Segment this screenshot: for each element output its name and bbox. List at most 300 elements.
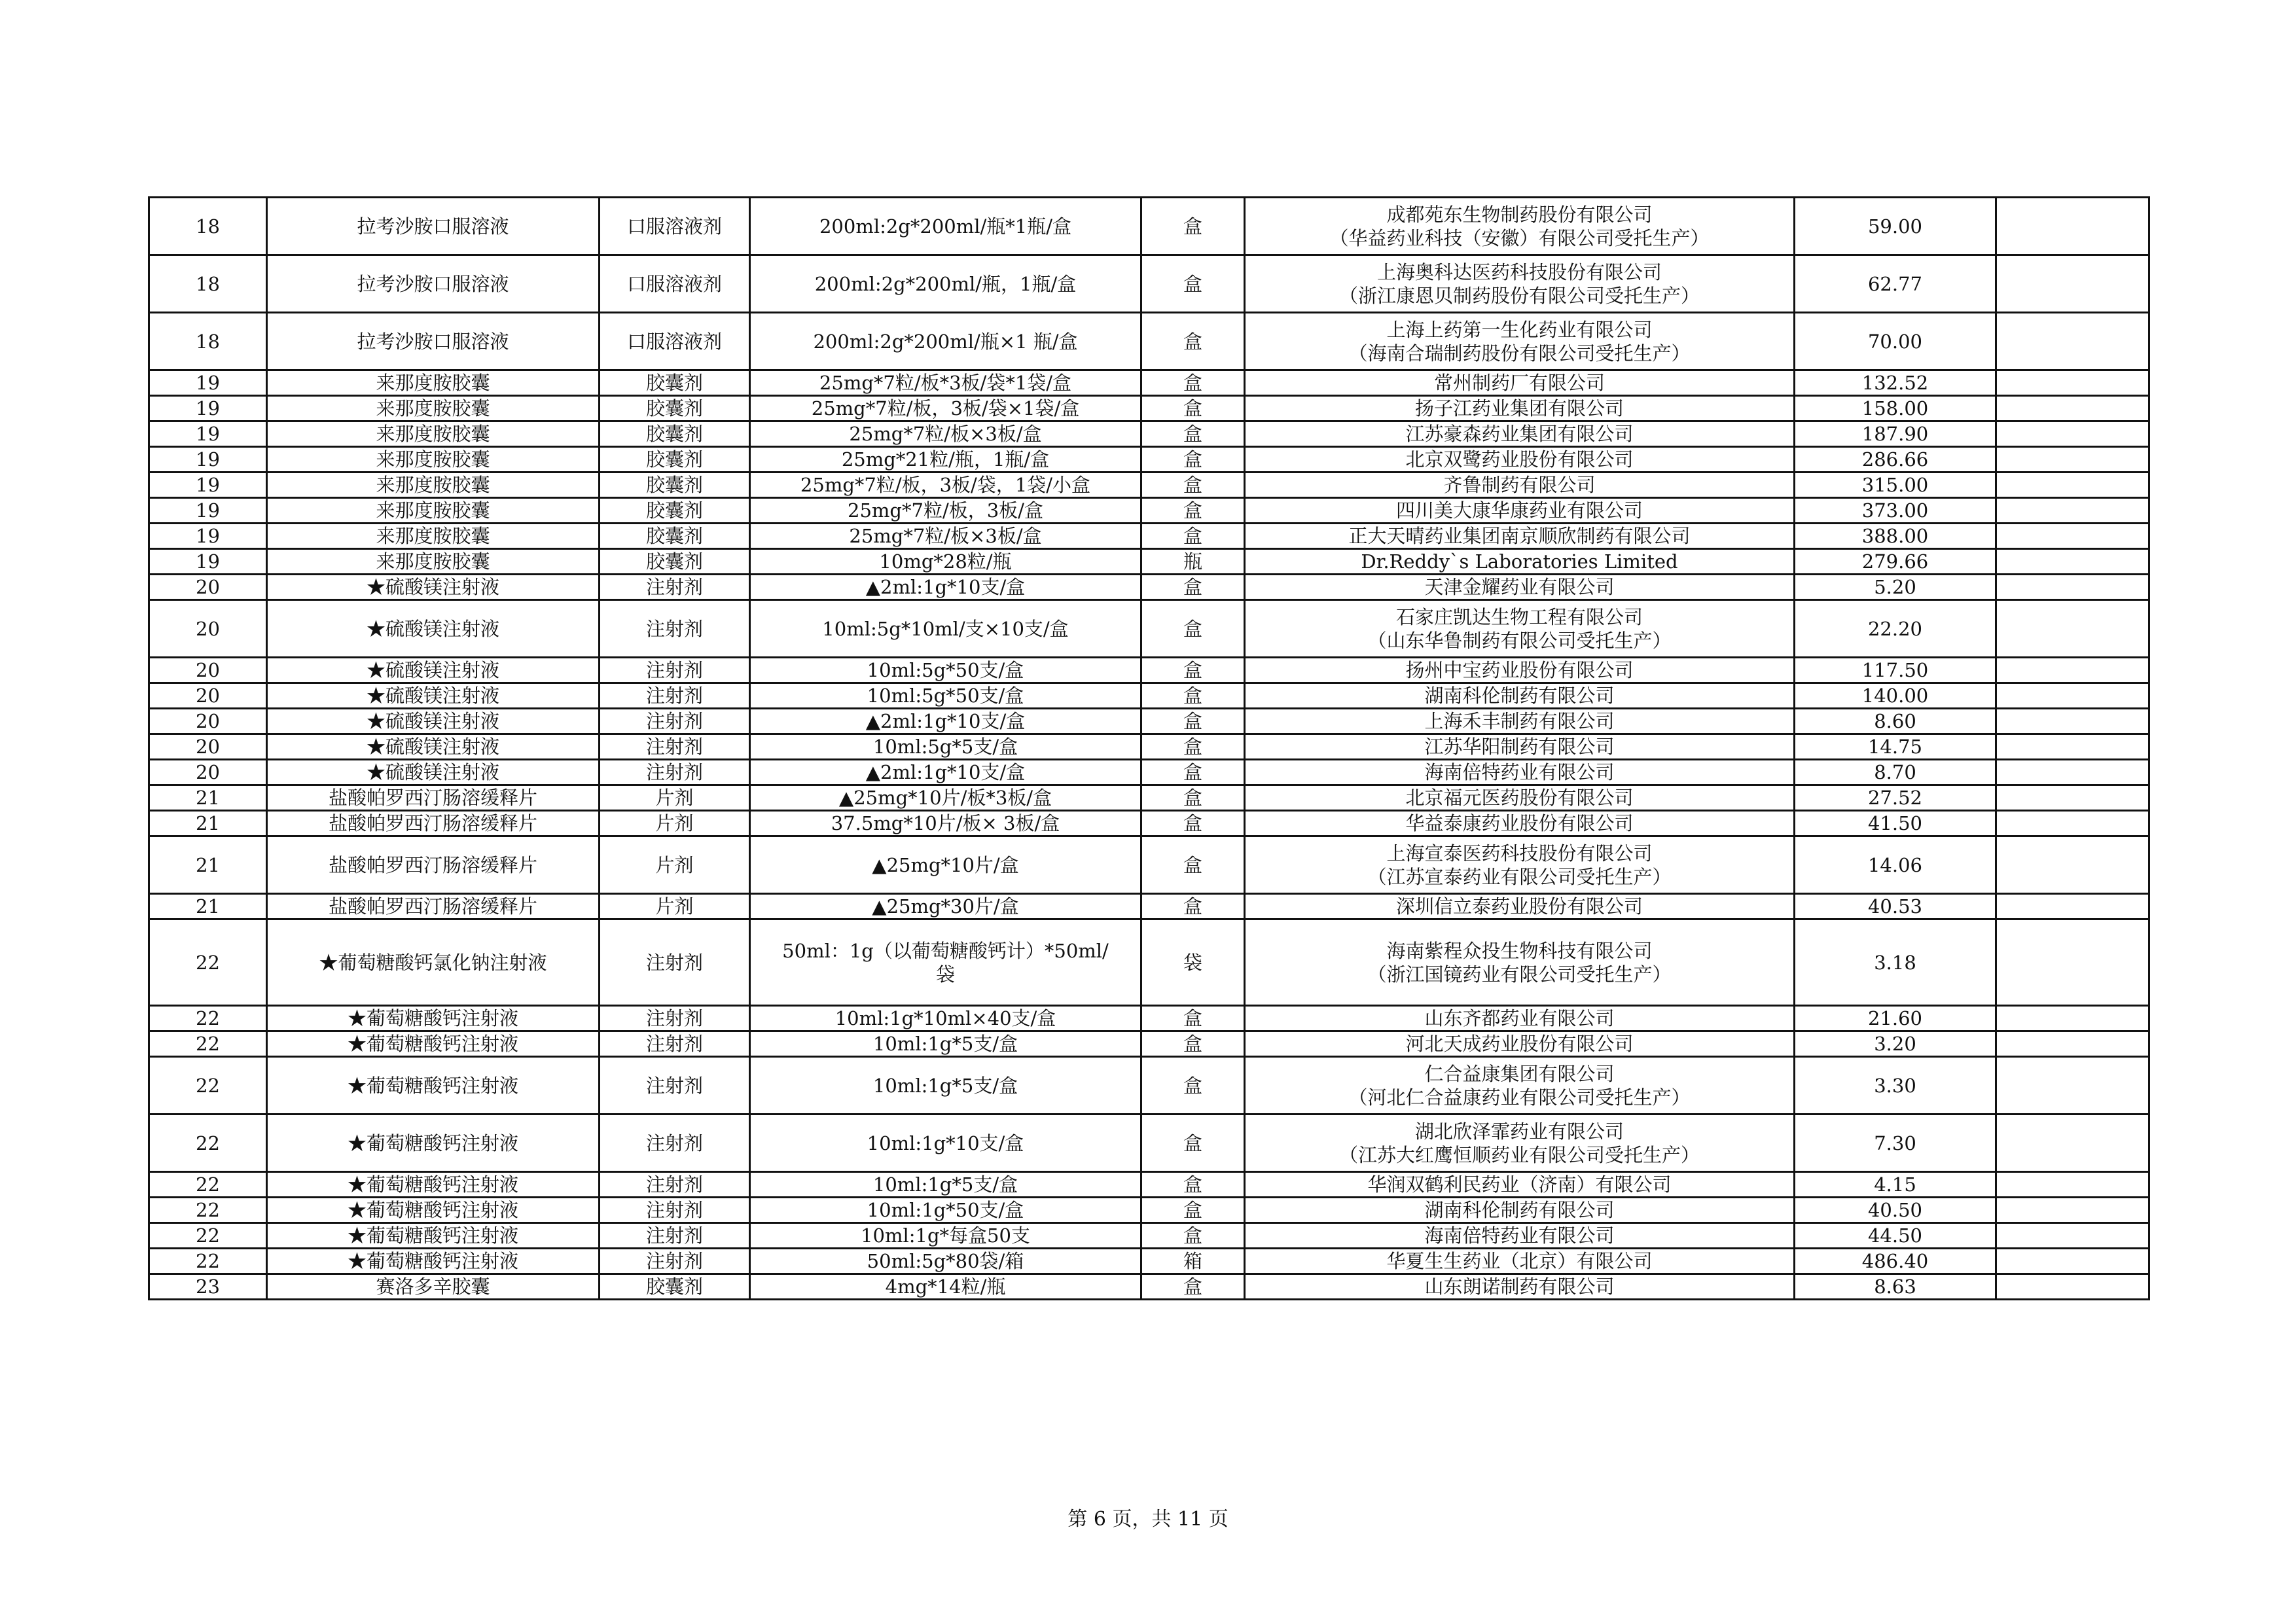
drug-name-cell (267, 313, 600, 370)
price: 117.50 (1861, 659, 1929, 681)
manufacturer-cell (1245, 709, 1795, 734)
specification: 10ml:5g*50支/盒 (867, 685, 1024, 707)
package-unit-cell (1141, 313, 1245, 370)
manufacturer: 四川美大康华康药业有限公司 (1395, 499, 1643, 522)
price-cell (1795, 785, 1996, 811)
dosage-form-cell (600, 658, 750, 683)
package-unit-cell (1141, 785, 1245, 811)
manufacturer: 北京双鹭药业股份有限公司 (1405, 448, 1634, 471)
drug-name: ★葡萄糖酸钙注射液 (347, 1074, 518, 1097)
package-unit: 盒 (1183, 1224, 1202, 1247)
table-row (149, 600, 2149, 658)
row-number-cell (149, 575, 267, 600)
package-unit-cell (1141, 255, 1245, 313)
drug-name-cell (267, 1115, 600, 1172)
package-unit-cell (1141, 1006, 1245, 1031)
package-unit: 盒 (1183, 1275, 1202, 1298)
remark-cell (1996, 1198, 2149, 1223)
specification: 10ml:1g*10支/盒 (867, 1132, 1024, 1154)
row-number-cell (149, 683, 267, 709)
table-row (149, 919, 2149, 1006)
manufacturer-cell (1245, 421, 1795, 447)
row-number-cell (149, 1198, 267, 1223)
package-unit-cell (1141, 1198, 1245, 1223)
drug-name-cell (267, 658, 600, 683)
drug-name: 来那度胺胶囊 (376, 423, 490, 445)
row-number-cell (149, 785, 267, 811)
manufacturer: 齐鲁制药有限公司 (1443, 474, 1596, 496)
specification-cell (750, 734, 1141, 760)
package-unit: 盒 (1183, 710, 1202, 732)
manufacturer-cell (1245, 894, 1795, 919)
package-unit-cell (1141, 575, 1245, 600)
package-unit: 箱 (1183, 1250, 1202, 1272)
drug-name-cell (267, 396, 600, 421)
specification: 200ml:2g*200ml/瓶×1 瓶/盒 (813, 330, 1078, 353)
manufacturer-cell (1245, 658, 1795, 683)
manufacturer: 上海奥科达医药科技股份有限公司 (1376, 260, 1662, 283)
package-unit-cell (1141, 1031, 1245, 1057)
manufacturer-cell (1245, 575, 1795, 600)
remark-cell (1996, 473, 2149, 498)
dosage-form: 注射剂 (645, 685, 703, 707)
dosage-form: 胶囊剂 (645, 397, 703, 419)
table-row (149, 1172, 2149, 1198)
dosage-form-cell (600, 683, 750, 709)
package-unit-cell (1141, 421, 1245, 447)
manufacturer: 常州制药厂有限公司 (1433, 372, 1605, 394)
manufacturer-cell (1245, 811, 1795, 836)
package-unit: 盒 (1183, 1007, 1202, 1029)
row-number: 21 (196, 812, 220, 834)
specification: 200ml:2g*200ml/瓶*1瓶/盒 (819, 215, 1072, 238)
row-number: 22 (196, 1224, 220, 1247)
specification: 10ml:1g*5支/盒 (872, 1074, 1018, 1097)
price: 132.52 (1861, 372, 1929, 394)
dosage-form: 胶囊剂 (645, 372, 703, 394)
table-row (149, 255, 2149, 313)
package-unit: 盒 (1183, 215, 1202, 238)
specification: ▲25mg*30片/盒 (872, 895, 1019, 918)
table-row (149, 1006, 2149, 1031)
price-cell (1795, 1249, 1996, 1274)
price-cell (1795, 836, 1996, 894)
price-cell (1795, 198, 1996, 255)
price-cell (1795, 811, 1996, 836)
dosage-form: 注射剂 (645, 736, 703, 758)
table-row (149, 498, 2149, 524)
manufacturer: 河北天成药业股份有限公司 (1405, 1033, 1634, 1055)
specification-cell (750, 1198, 1141, 1223)
row-number-cell (149, 1223, 267, 1249)
price: 59.00 (1867, 215, 1923, 238)
table-row (149, 1223, 2149, 1249)
specification: 10ml:1g*每盒50支 (861, 1224, 1030, 1247)
specification: 10ml:1g*10ml×40支/盒 (834, 1007, 1056, 1029)
row-number-cell (149, 919, 267, 1006)
remark-cell (1996, 575, 2149, 600)
row-number: 19 (196, 448, 220, 471)
dosage-form: 胶囊剂 (645, 474, 703, 496)
row-number-cell (149, 1249, 267, 1274)
specification: ▲2ml:1g*10支/盒 (865, 761, 1026, 783)
specification-cell (750, 709, 1141, 734)
row-number-cell (149, 1274, 267, 1300)
manufacturer-cell (1245, 524, 1795, 549)
row-number-cell (149, 836, 267, 894)
package-unit-cell (1141, 683, 1245, 709)
dosage-form: 注射剂 (645, 1173, 703, 1196)
row-number: 22 (196, 1132, 220, 1154)
specification-cell (750, 421, 1141, 447)
specification: 4mg*14粒/瓶 (885, 1275, 1006, 1298)
specification: 25mg*7粒/板，3板/袋×1袋/盒 (811, 397, 1080, 419)
price-cell (1795, 1057, 1996, 1115)
package-unit: 盒 (1183, 1199, 1202, 1221)
dosage-form: 注射剂 (645, 710, 703, 732)
specification-cell (750, 1223, 1141, 1249)
remark-cell (1996, 549, 2149, 575)
price-cell (1795, 549, 1996, 575)
dosage-form: 注射剂 (645, 617, 703, 640)
specification-cell (750, 198, 1141, 255)
dosage-form-cell (600, 524, 750, 549)
specification: 10ml:1g*5支/盒 (872, 1173, 1018, 1196)
specification-line2: 袋 (935, 963, 955, 986)
package-unit: 盒 (1183, 499, 1202, 522)
specification-cell (750, 600, 1141, 658)
price-cell (1795, 1223, 1996, 1249)
package-unit-cell (1141, 198, 1245, 255)
dosage-form-cell (600, 1223, 750, 1249)
package-unit-cell (1141, 811, 1245, 836)
specification-cell (750, 370, 1141, 396)
dosage-form: 注射剂 (645, 1074, 703, 1097)
specification-cell (750, 524, 1141, 549)
manufacturer: 湖北欣泽霏药业有限公司 (1414, 1120, 1624, 1143)
package-unit: 盒 (1183, 576, 1202, 598)
manufacturer: 华润双鹤利民药业（济南）有限公司 (1367, 1173, 1672, 1196)
manufacturer-line2: （山东华鲁制药有限公司受托生产） (1367, 629, 1672, 652)
price-cell (1795, 313, 1996, 370)
drug-name: ★葡萄糖酸钙注射液 (347, 1224, 518, 1247)
price: 140.00 (1861, 685, 1929, 707)
remark-cell (1996, 919, 2149, 1006)
package-unit: 盒 (1183, 474, 1202, 496)
package-unit: 盒 (1183, 617, 1202, 640)
dosage-form-cell (600, 447, 750, 473)
dosage-form-cell (600, 785, 750, 811)
drug-price-table (148, 196, 2150, 1300)
package-unit-cell (1141, 1249, 1245, 1274)
specification: 10ml:1g*5支/盒 (872, 1033, 1018, 1055)
table-row (149, 421, 2149, 447)
package-unit-cell (1141, 549, 1245, 575)
manufacturer-line2: （浙江康恩贝制药股份有限公司受托生产） (1338, 284, 1700, 307)
row-number: 20 (196, 576, 220, 598)
remark-cell (1996, 760, 2149, 785)
package-unit-cell (1141, 1057, 1245, 1115)
row-number-cell (149, 1006, 267, 1031)
drug-name: ★葡萄糖酸钙注射液 (347, 1250, 518, 1272)
specification: 200ml:2g*200ml/瓶，1瓶/盒 (814, 272, 1077, 295)
price: 27.52 (1867, 787, 1923, 809)
row-number-cell (149, 255, 267, 313)
specification: 25mg*7粒/板，3板/盒 (848, 499, 1043, 522)
drug-name-cell (267, 370, 600, 396)
dosage-form: 注射剂 (645, 1224, 703, 1247)
table-row (149, 760, 2149, 785)
specification: 10mg*28粒/瓶 (879, 550, 1012, 573)
table-row (149, 575, 2149, 600)
manufacturer-cell (1245, 1274, 1795, 1300)
remark-cell (1996, 370, 2149, 396)
dosage-form-cell (600, 473, 750, 498)
manufacturer-cell (1245, 1172, 1795, 1198)
row-number: 22 (196, 1007, 220, 1029)
package-unit: 盒 (1183, 525, 1202, 547)
manufacturer-cell (1245, 473, 1795, 498)
manufacturer: 山东朗诺制药有限公司 (1424, 1275, 1615, 1298)
price-cell (1795, 370, 1996, 396)
specification-cell (750, 836, 1141, 894)
manufacturer: 石家庄凯达生物工程有限公司 (1395, 605, 1643, 628)
price: 187.90 (1861, 423, 1929, 445)
manufacturer-cell (1245, 1249, 1795, 1274)
manufacturer-line2: （江苏宣泰药业有限公司受托生产） (1367, 865, 1672, 888)
row-number: 20 (196, 659, 220, 681)
price: 4.15 (1874, 1173, 1916, 1196)
price: 8.60 (1874, 710, 1916, 732)
specification: 37.5mg*10片/板× 3板/盒 (831, 812, 1060, 834)
remark-cell (1996, 1249, 2149, 1274)
dosage-form-cell (600, 1172, 750, 1198)
drug-name: 来那度胺胶囊 (376, 397, 490, 419)
table-row (149, 785, 2149, 811)
row-number: 20 (196, 736, 220, 758)
package-unit: 盒 (1183, 787, 1202, 809)
price: 286.66 (1861, 448, 1929, 471)
manufacturer: 海南紫程众投生物科技有限公司 (1386, 939, 1653, 962)
price-cell (1795, 894, 1996, 919)
package-unit-cell (1141, 370, 1245, 396)
dosage-form-cell (600, 255, 750, 313)
specification-cell (750, 549, 1141, 575)
dosage-form-cell (600, 313, 750, 370)
dosage-form: 胶囊剂 (645, 1275, 703, 1298)
dosage-form-cell (600, 549, 750, 575)
drug-name: 盐酸帕罗西汀肠溶缓释片 (328, 853, 537, 876)
table-row (149, 524, 2149, 549)
manufacturer: 北京福元医药股份有限公司 (1405, 787, 1634, 809)
row-number: 19 (196, 499, 220, 522)
remark-cell (1996, 198, 2149, 255)
specification: 25mg*7粒/板，3板/袋，1袋/小盒 (800, 474, 1091, 496)
table-row (149, 658, 2149, 683)
remark-cell (1996, 421, 2149, 447)
package-unit: 盒 (1183, 330, 1202, 353)
price: 62.77 (1867, 272, 1923, 295)
package-unit: 盒 (1183, 372, 1202, 394)
drug-name-cell (267, 1031, 600, 1057)
drug-name: 来那度胺胶囊 (376, 525, 490, 547)
specification-cell (750, 473, 1141, 498)
price: 486.40 (1861, 1250, 1929, 1272)
drug-name: 盐酸帕罗西汀肠溶缓释片 (328, 895, 537, 918)
row-number-cell (149, 1031, 267, 1057)
drug-name: 拉考沙胺口服溶液 (357, 215, 509, 238)
drug-name-cell (267, 473, 600, 498)
specification: 25mg*7粒/板*3板/袋*1袋/盒 (819, 372, 1072, 394)
drug-name-cell (267, 734, 600, 760)
table-row (149, 1115, 2149, 1172)
row-number-cell (149, 370, 267, 396)
manufacturer: 江苏豪森药业集团有限公司 (1405, 423, 1634, 445)
dosage-form: 注射剂 (645, 1132, 703, 1154)
manufacturer-line2: （浙江国镜药业有限公司受托生产） (1367, 963, 1672, 986)
remark-cell (1996, 396, 2149, 421)
price-cell (1795, 1031, 1996, 1057)
dosage-form-cell (600, 1006, 750, 1031)
price: 373.00 (1861, 499, 1929, 522)
drug-name: ★硫酸镁注射液 (366, 685, 499, 707)
specification: 50ml:5g*80袋/箱 (867, 1250, 1024, 1272)
price-cell (1795, 760, 1996, 785)
drug-name-cell (267, 421, 600, 447)
package-unit: 盒 (1183, 659, 1202, 681)
remark-cell (1996, 1057, 2149, 1115)
specification: 25mg*7粒/板×3板/盒 (849, 525, 1042, 547)
dosage-form-cell (600, 198, 750, 255)
package-unit-cell (1141, 734, 1245, 760)
specification-cell (750, 1274, 1141, 1300)
specification-cell (750, 1057, 1141, 1115)
remark-cell (1996, 313, 2149, 370)
remark-cell (1996, 524, 2149, 549)
table-row (149, 396, 2149, 421)
manufacturer-cell (1245, 683, 1795, 709)
manufacturer-line2: （江苏大红鹰恒顺药业有限公司受托生产） (1338, 1143, 1700, 1166)
remark-cell (1996, 1006, 2149, 1031)
row-number: 18 (196, 330, 220, 353)
specification: 10ml:1g*50支/盒 (867, 1199, 1024, 1221)
row-number: 18 (196, 272, 220, 295)
price: 315.00 (1861, 474, 1929, 496)
manufacturer-cell (1245, 198, 1795, 255)
price-cell (1795, 575, 1996, 600)
package-unit-cell (1141, 894, 1245, 919)
row-number: 23 (196, 1275, 220, 1298)
specification: 10ml:5g*50支/盒 (867, 659, 1024, 681)
row-number-cell (149, 1115, 267, 1172)
drug-name-cell (267, 549, 600, 575)
remark-cell (1996, 734, 2149, 760)
dosage-form-cell (600, 760, 750, 785)
manufacturer: 江苏华阳制药有限公司 (1424, 736, 1615, 758)
dosage-form-cell (600, 1249, 750, 1274)
package-unit-cell (1141, 1274, 1245, 1300)
row-number: 20 (196, 710, 220, 732)
table-row (149, 1198, 2149, 1223)
manufacturer: 深圳信立泰药业股份有限公司 (1395, 895, 1643, 918)
row-number: 22 (196, 951, 220, 974)
package-unit-cell (1141, 447, 1245, 473)
price: 41.50 (1867, 812, 1923, 834)
package-unit-cell (1141, 709, 1245, 734)
row-number: 22 (196, 1033, 220, 1055)
dosage-form-cell (600, 370, 750, 396)
specification-cell (750, 498, 1141, 524)
manufacturer: Dr.Reddy`s Laboratories Limited (1361, 550, 1678, 573)
dosage-form: 胶囊剂 (645, 448, 703, 471)
dosage-form-cell (600, 734, 750, 760)
remark-cell (1996, 255, 2149, 313)
dosage-form-cell (600, 600, 750, 658)
drug-name: ★葡萄糖酸钙注射液 (347, 1173, 518, 1196)
dosage-form-cell (600, 421, 750, 447)
dosage-form-cell (600, 836, 750, 894)
package-unit: 盒 (1183, 397, 1202, 419)
dosage-form: 片剂 (655, 895, 694, 918)
dosage-form-cell (600, 1031, 750, 1057)
drug-name: ★硫酸镁注射液 (366, 761, 499, 783)
specification: ▲2ml:1g*10支/盒 (865, 710, 1026, 732)
manufacturer: 海南倍特药业有限公司 (1424, 761, 1615, 783)
remark-cell (1996, 1274, 2149, 1300)
dosage-form: 注射剂 (645, 659, 703, 681)
manufacturer-cell (1245, 1198, 1795, 1223)
table-row (149, 709, 2149, 734)
price-cell (1795, 1274, 1996, 1300)
specification-cell (750, 1115, 1141, 1172)
dosage-form-cell (600, 894, 750, 919)
dosage-form: 注射剂 (645, 1250, 703, 1272)
price: 7.30 (1874, 1132, 1916, 1154)
specification-cell (750, 919, 1141, 1006)
specification-cell (750, 396, 1141, 421)
manufacturer: 湖南科伦制药有限公司 (1424, 685, 1615, 707)
drug-name: 盐酸帕罗西汀肠溶缓释片 (328, 787, 537, 809)
specification-cell (750, 894, 1141, 919)
package-unit-cell (1141, 524, 1245, 549)
row-number-cell (149, 498, 267, 524)
drug-name-cell (267, 498, 600, 524)
price-cell (1795, 683, 1996, 709)
specification: 50ml：1g（以葡萄糖酸钙计）*50ml/ (782, 939, 1109, 962)
price: 70.00 (1867, 330, 1923, 353)
package-unit: 盒 (1183, 423, 1202, 445)
drug-name: 来那度胺胶囊 (376, 448, 490, 471)
manufacturer: 扬子江药业集团有限公司 (1414, 397, 1624, 419)
row-number-cell (149, 198, 267, 255)
row-number: 22 (196, 1250, 220, 1272)
specification: 10ml:5g*10ml/支×10支/盒 (822, 617, 1069, 640)
dosage-form: 胶囊剂 (645, 423, 703, 445)
specification-cell (750, 1006, 1141, 1031)
specification-cell (750, 447, 1141, 473)
dosage-form: 注射剂 (645, 1199, 703, 1221)
dosage-form-cell (600, 396, 750, 421)
specification: 25mg*7粒/板×3板/盒 (849, 423, 1042, 445)
row-number: 20 (196, 685, 220, 707)
price: 279.66 (1861, 550, 1929, 573)
package-unit-cell (1141, 396, 1245, 421)
dosage-form: 口服溶液剂 (626, 330, 722, 353)
package-unit: 袋 (1183, 951, 1202, 974)
price: 14.75 (1867, 736, 1923, 758)
price: 22.20 (1867, 617, 1923, 640)
price-cell (1795, 1172, 1996, 1198)
